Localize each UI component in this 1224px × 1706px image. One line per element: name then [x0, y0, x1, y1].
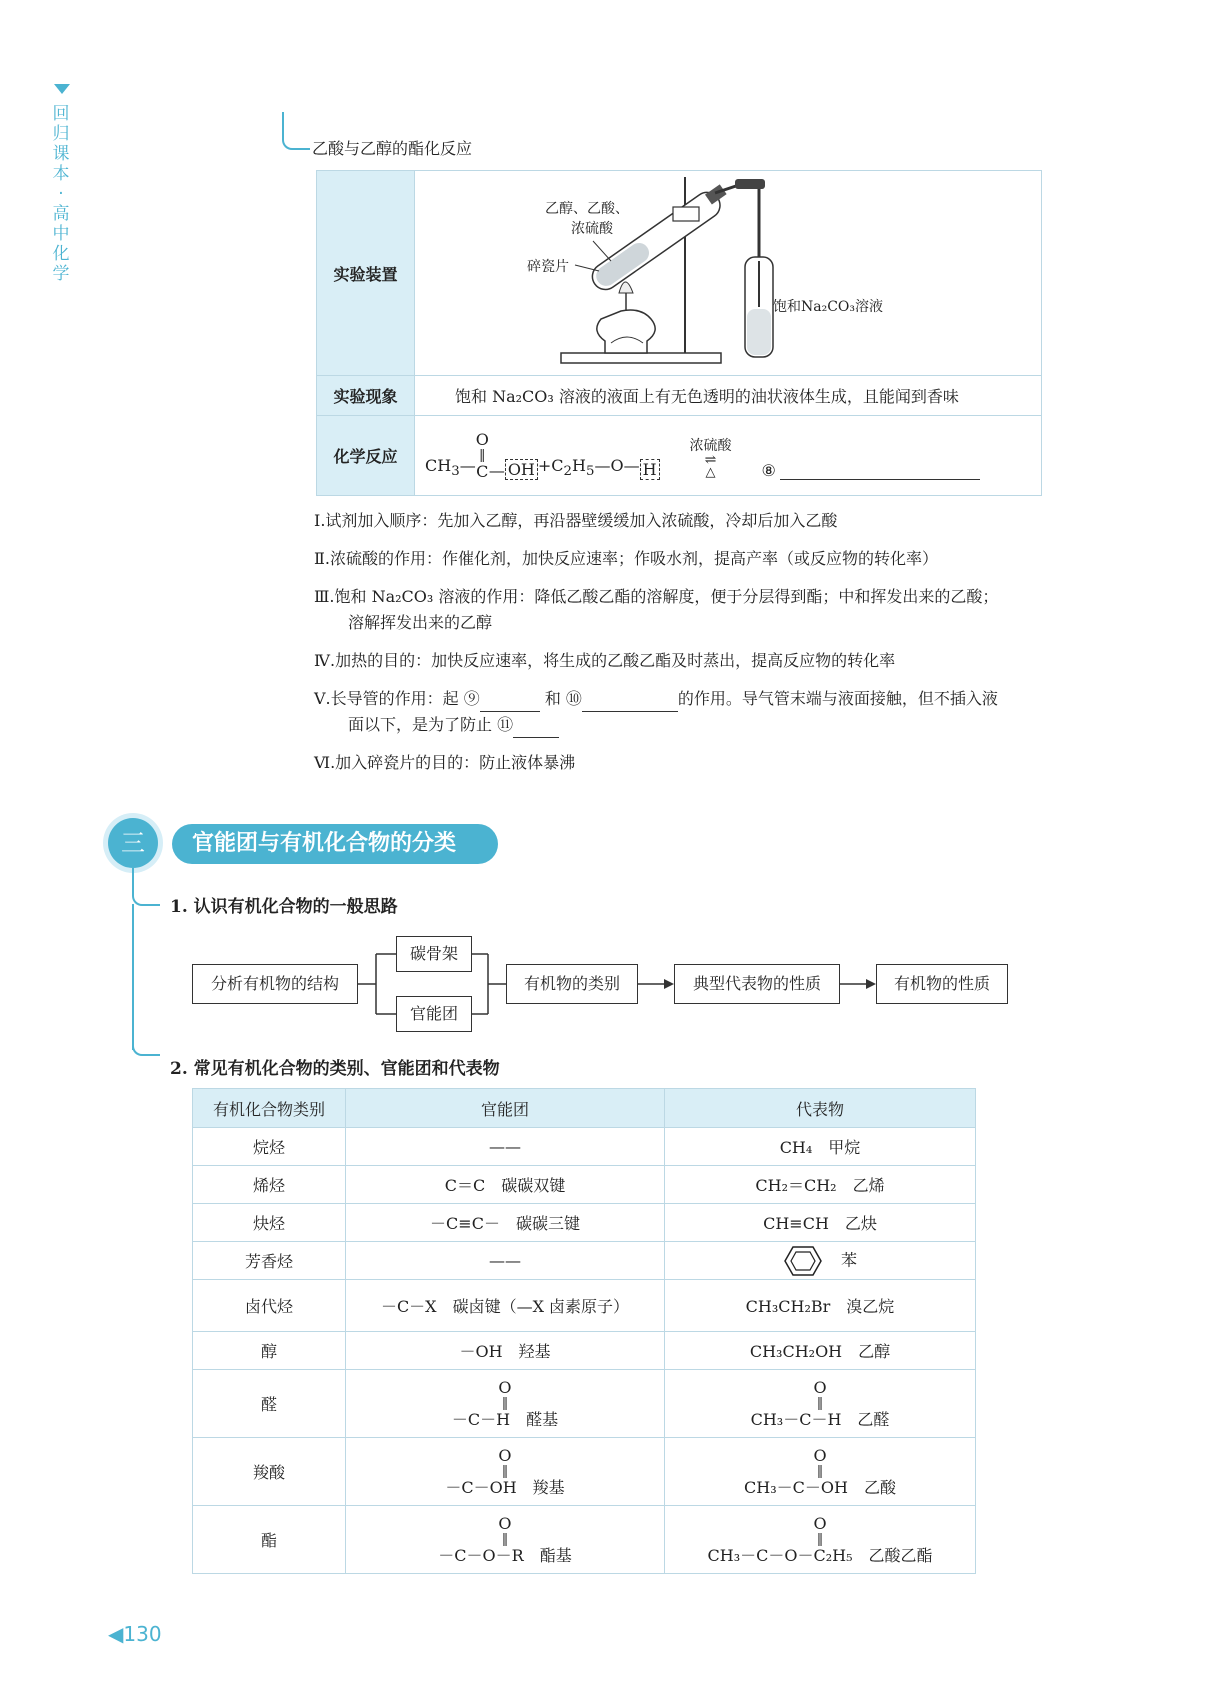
section-title: 官能团与有机化合物的分类 [172, 824, 498, 864]
cell-category: 醛 [193, 1370, 346, 1438]
note-3-cont: 溶解挥发出来的乙醇 [348, 613, 493, 632]
page-number: ◀130 [108, 1622, 162, 1646]
cell-representative: O ‖ CH₃－C－H 乙醛 [665, 1370, 976, 1438]
note-6: Ⅵ.加入碎瓷片的目的：防止液体暴沸 [314, 753, 576, 772]
cell-representative: O ‖ CH₃－C－O－C₂H₅ 乙酸乙酯 [665, 1506, 976, 1574]
flow-typical-properties: 典型代表物的性质 [674, 964, 840, 1004]
section-badge: 三 [108, 818, 158, 868]
col-header-category: 有机化合物类别 [193, 1089, 346, 1128]
cell-category: 芳香烃 [193, 1242, 346, 1280]
row-label-apparatus: 实验装置 [317, 171, 415, 376]
cell-functional-group: O ‖ －C－O－R 酯基 [346, 1506, 665, 1574]
note-5-cont: 面以下，是为了防止 ⑪ [348, 712, 1148, 738]
cell-functional-group: O ‖ －C－H 醛基 [346, 1370, 665, 1438]
heading-1: 1. 认识有机化合物的一般思路 [170, 897, 398, 917]
note-1: Ⅰ.试剂加入顺序：先加入乙醇，再沿器壁缓缓加入浓硫酸，冷却后加入乙酸 [314, 511, 838, 530]
phenomenon-cell: 饱和 Na₂CO₃ 溶液的液面上有无色透明的油状液体生成，且能闻到香味 [415, 376, 1042, 416]
cell-representative: CH≡CH 乙炔 [665, 1204, 976, 1242]
note-3: Ⅲ.饱和 Na₂CO₃ 溶液的作用：降低乙酸乙酯的溶解度，便于分层得到酯；中和挥发出来的乙酸； [314, 587, 999, 606]
cell-category: 卤代烃 [193, 1280, 346, 1332]
cell-functional-group: O ‖ －C－OH 羧基 [346, 1438, 665, 1506]
table-row [193, 1242, 976, 1280]
cell-representative: CH₃CH₂Br 溴乙烷 [665, 1280, 976, 1332]
sidebar-label: 回 归 课 本 · 高 中 化 学 [52, 104, 70, 284]
cell-category: 酯 [193, 1506, 346, 1574]
col-header-representative: 代表物 [665, 1089, 976, 1128]
cell-category: 羧酸 [193, 1438, 346, 1506]
row-label-reaction: 化学反应 [317, 416, 415, 496]
cell-functional-group: C＝C 碳碳双键 [346, 1166, 665, 1204]
cell-functional-group: －C－X 碳卤键（—X 卤素原子） [346, 1280, 665, 1332]
label-solution: 饱和Na₂CO₃溶液 [773, 299, 884, 315]
benzene-icon [783, 1245, 823, 1277]
label-reagents-2: 浓硫酸 [571, 221, 613, 237]
table-row [193, 1332, 976, 1370]
table-row [193, 1280, 976, 1332]
cell-representative: CH₃CH₂OH 乙醇 [665, 1332, 976, 1370]
cell-category: 醇 [193, 1332, 346, 1370]
cell-representative: CH₂＝CH₂ 乙烯 [665, 1166, 976, 1204]
catalyst-label: 浓硫酸 [689, 437, 732, 454]
cell-representative: CH₄ 甲烷 [665, 1128, 976, 1166]
cell-representative: 苯 [665, 1242, 976, 1280]
table-row [193, 1370, 976, 1438]
classification-table [192, 1088, 976, 1574]
label-chips: 碎瓷片 [527, 259, 569, 275]
note-4: Ⅳ.加热的目的：加快反应速率，将生成的乙酸乙酯及时蒸出，提高反应物的转化率 [314, 651, 896, 670]
cell-category: 烷烃 [193, 1128, 346, 1166]
flow-functional-group: 官能团 [396, 996, 472, 1032]
table-row [193, 1128, 976, 1166]
reaction-cell: $CH_3—$ O ‖ C — OH $+C_2H_5—O—$ H 浓硫酸 ⇌ △ ⑧ [415, 416, 1042, 496]
col-header-functional-group: 官能团 [346, 1089, 665, 1128]
experiment-title: 乙酸与乙醇的酯化反应 [312, 139, 473, 158]
cell-functional-group: —— [346, 1242, 665, 1280]
flow-start: 分析有机物的结构 [192, 964, 358, 1004]
table-row [193, 1166, 976, 1204]
cell-category: 烯烃 [193, 1166, 346, 1204]
heat-label: △ [705, 464, 716, 480]
label-reagents-1: 乙醇、乙酸、 [545, 201, 629, 217]
cell-functional-group: －C≡C－ 碳碳三键 [346, 1204, 665, 1242]
cell-category: 炔烃 [193, 1204, 346, 1242]
note-2: Ⅱ.浓硫酸的作用：作催化剂，加快反应速率；作吸水剂，提高产率（或反应物的转化率） [314, 549, 938, 568]
flow-carbon-skeleton: 碳骨架 [396, 936, 472, 972]
cell-functional-group: －OH 羟基 [346, 1332, 665, 1370]
cell-representative: O ‖ CH₃－C－OH 乙酸 [665, 1438, 976, 1506]
blank-8-number: ⑧ [761, 460, 776, 480]
flow-properties: 有机物的性质 [876, 964, 1008, 1004]
table-row [193, 1506, 976, 1574]
table-row [193, 1204, 976, 1242]
note-5: Ⅴ.长导管的作用：起 ⑨ 和 ⑩ 的作用。导气管末端与液面接触，但不插入液 [314, 686, 1114, 712]
table-row [193, 1438, 976, 1506]
row-label-phenomenon: 实验现象 [317, 376, 415, 416]
flow-category: 有机物的类别 [506, 964, 638, 1004]
cell-functional-group: —— [346, 1128, 665, 1166]
heading-2: 2. 常见有机化合物的类别、官能团和代表物 [170, 1059, 500, 1079]
